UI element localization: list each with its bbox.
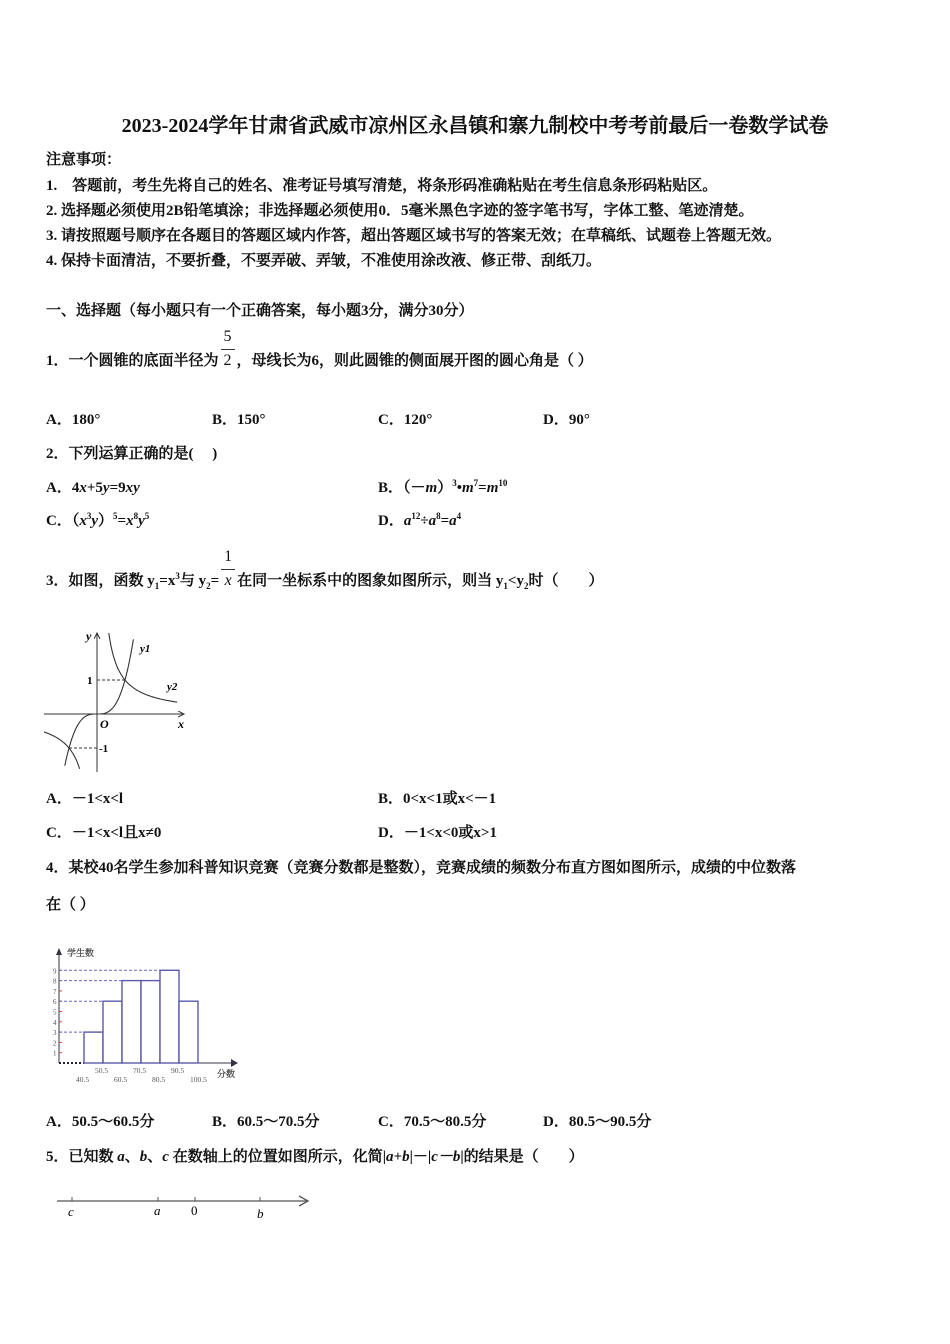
- x-tick-label: 70.5: [133, 1066, 147, 1075]
- q2-option-c: C．$(x^3y)^5=x^8y^5$: [46, 511, 150, 529]
- q1-option-c: C．120°: [378, 412, 433, 428]
- y2-label: y2: [167, 681, 178, 693]
- q1-text-post: ，母线长为6，则此圆锥的侧面展开图的圆心角是（ ）: [236, 353, 593, 369]
- x-tick-label: 100.5: [190, 1075, 207, 1084]
- q1-fraction: [221, 328, 235, 370]
- q1-option-a: A．180°: [46, 412, 101, 428]
- y-tick-label: 3: [53, 1029, 57, 1038]
- q4-option-c: C．70.5～80.5分: [378, 1114, 487, 1130]
- origin-label: O: [100, 717, 109, 731]
- fraction-denominator: 2: [223, 352, 232, 369]
- x-arrow-icon: [231, 1059, 238, 1067]
- note-item: 3. 请按照题号顺序在各题目的答题区域内作答，超出答题区域书写的答案无效；在草稿纸、试题卷上答题无效。: [46, 228, 782, 244]
- histogram-bar: [179, 1001, 198, 1063]
- q3-option-b: B．0<x<1或x<－1: [378, 791, 497, 807]
- y1-label: y1: [140, 643, 151, 655]
- q3-function-graph: [44, 628, 192, 774]
- point-a-label: a: [154, 1203, 161, 1218]
- q3-option-d: D．－1<x<0或x>1: [378, 825, 497, 841]
- y-tick-label: 8: [53, 977, 57, 986]
- y-tick-label: 2: [53, 1039, 57, 1048]
- question-5-stem: 5．已知数 a、b、c 在数轴上的位置如图所示，化简|a+b|－|c－b|的结果是（ ）: [46, 1149, 584, 1165]
- q3-fraction: [221, 548, 235, 590]
- note-item: 1. 答题前，考生先将自己的姓名、准考证号填写清楚，将条形码准确粘贴在考生信息条形码粘贴区。: [46, 178, 718, 194]
- tick-label: 1: [87, 675, 93, 687]
- x-tick-label: 50.5: [95, 1066, 109, 1075]
- histogram-bar: [84, 1032, 103, 1063]
- y-tick-label: 1: [53, 1049, 57, 1058]
- y-tick-label: 5: [53, 1008, 57, 1017]
- histogram-bar: [160, 970, 179, 1063]
- x-tick-label: 90.5: [171, 1066, 185, 1075]
- q4-option-d: D．80.5～90.5分: [543, 1114, 652, 1130]
- question-3-stem: 3．如图，函数 $y_1=x^3$与 $y_2=$ $\frac{1}{x}$ 在同一坐标系中的图象如图所示，则当 $y_1<y_2$时（ ）: [46, 548, 604, 591]
- question-1-stem: [46, 328, 593, 370]
- fraction-numerator: 5: [223, 328, 232, 345]
- y-axis-label: y: [86, 629, 92, 643]
- q1-option-b: B．150°: [212, 412, 266, 428]
- histogram-bar: [141, 981, 160, 1063]
- x-axis-label: 分数: [217, 1069, 236, 1079]
- x-tick-label: 80.5: [152, 1075, 166, 1084]
- point-c-label: c: [68, 1204, 74, 1219]
- histogram-bar: [103, 1001, 122, 1063]
- x-tick-label: 60.5: [114, 1075, 128, 1084]
- q4-option-a: A．50.5～60.5分: [46, 1114, 155, 1130]
- y-tick-label: 9: [53, 967, 57, 976]
- q4-option-b: B．60.5～70.5分: [212, 1114, 320, 1130]
- note-item: 4. 保持卡面清洁，不要折叠，不要弄破、弄皱，不准使用涂改液、修正带、刮纸刀。: [46, 253, 602, 269]
- question-4-stem-cont: 在（ ）: [46, 897, 95, 913]
- q2-option-d: D．$a^{12}\div a^8=a^4$: [378, 511, 462, 529]
- question-2-stem: 2．下列运算正确的是( ): [46, 446, 218, 462]
- zero-label: 0: [191, 1203, 198, 1218]
- x-tick-label: 40.5: [76, 1075, 90, 1084]
- tick-label: -1: [99, 743, 109, 755]
- y-tick-label: 4: [53, 1018, 57, 1027]
- q1-text-pre: 1．一个圆锥的底面半径为: [46, 353, 219, 369]
- q1-option-d: D．90°: [543, 412, 590, 428]
- q3-option-c: C．－1<x<l且x≠0: [46, 825, 162, 841]
- x-axis-label: x: [178, 717, 184, 731]
- q2-option-a: A．4x+5y=9xy: [46, 480, 140, 496]
- q5-number-line: [55, 1190, 315, 1222]
- section-heading: 一、选择题（每小题只有一个正确答案，每小题3分，满分30分）: [46, 303, 474, 319]
- page-title: 2023-2024学年甘肃省武威市凉州区永昌镇和寨九制校中考考前最后一卷数学试卷: [121, 115, 829, 137]
- question-4-stem: 4．某校40名学生参加科普知识竞赛（竞赛分数都是整数），竞赛成绩的频数分布直方图如图所示，成绩的中位数落: [46, 860, 797, 876]
- point-b-label: b: [257, 1206, 264, 1221]
- q4-histogram: [45, 943, 245, 1088]
- y-axis-label: 学生数: [67, 948, 95, 958]
- note-item: 2. 选择题必须使用2B铅笔填涂；非选择题必须使用0．5毫米黑色字迹的签字笔书写，字体工整、笔迹清楚。: [46, 203, 754, 219]
- fraction-bar: [221, 349, 235, 350]
- fraction-bar: [221, 569, 235, 570]
- y-arrow-icon: [56, 948, 62, 955]
- y-tick-label: 7: [53, 987, 57, 996]
- curve-y2-negative: [44, 732, 80, 769]
- fraction-numerator: 1: [224, 548, 233, 565]
- notes-heading: 注意事项：: [46, 152, 122, 168]
- q2-option-b: B．$(-m)^3•m^7=m^{10}$: [378, 478, 508, 496]
- histogram-bar: [122, 981, 141, 1063]
- q3-option-a: A．－1<x<l: [46, 791, 124, 807]
- y-tick-label: 6: [53, 998, 57, 1007]
- fraction-denominator: x: [224, 572, 232, 589]
